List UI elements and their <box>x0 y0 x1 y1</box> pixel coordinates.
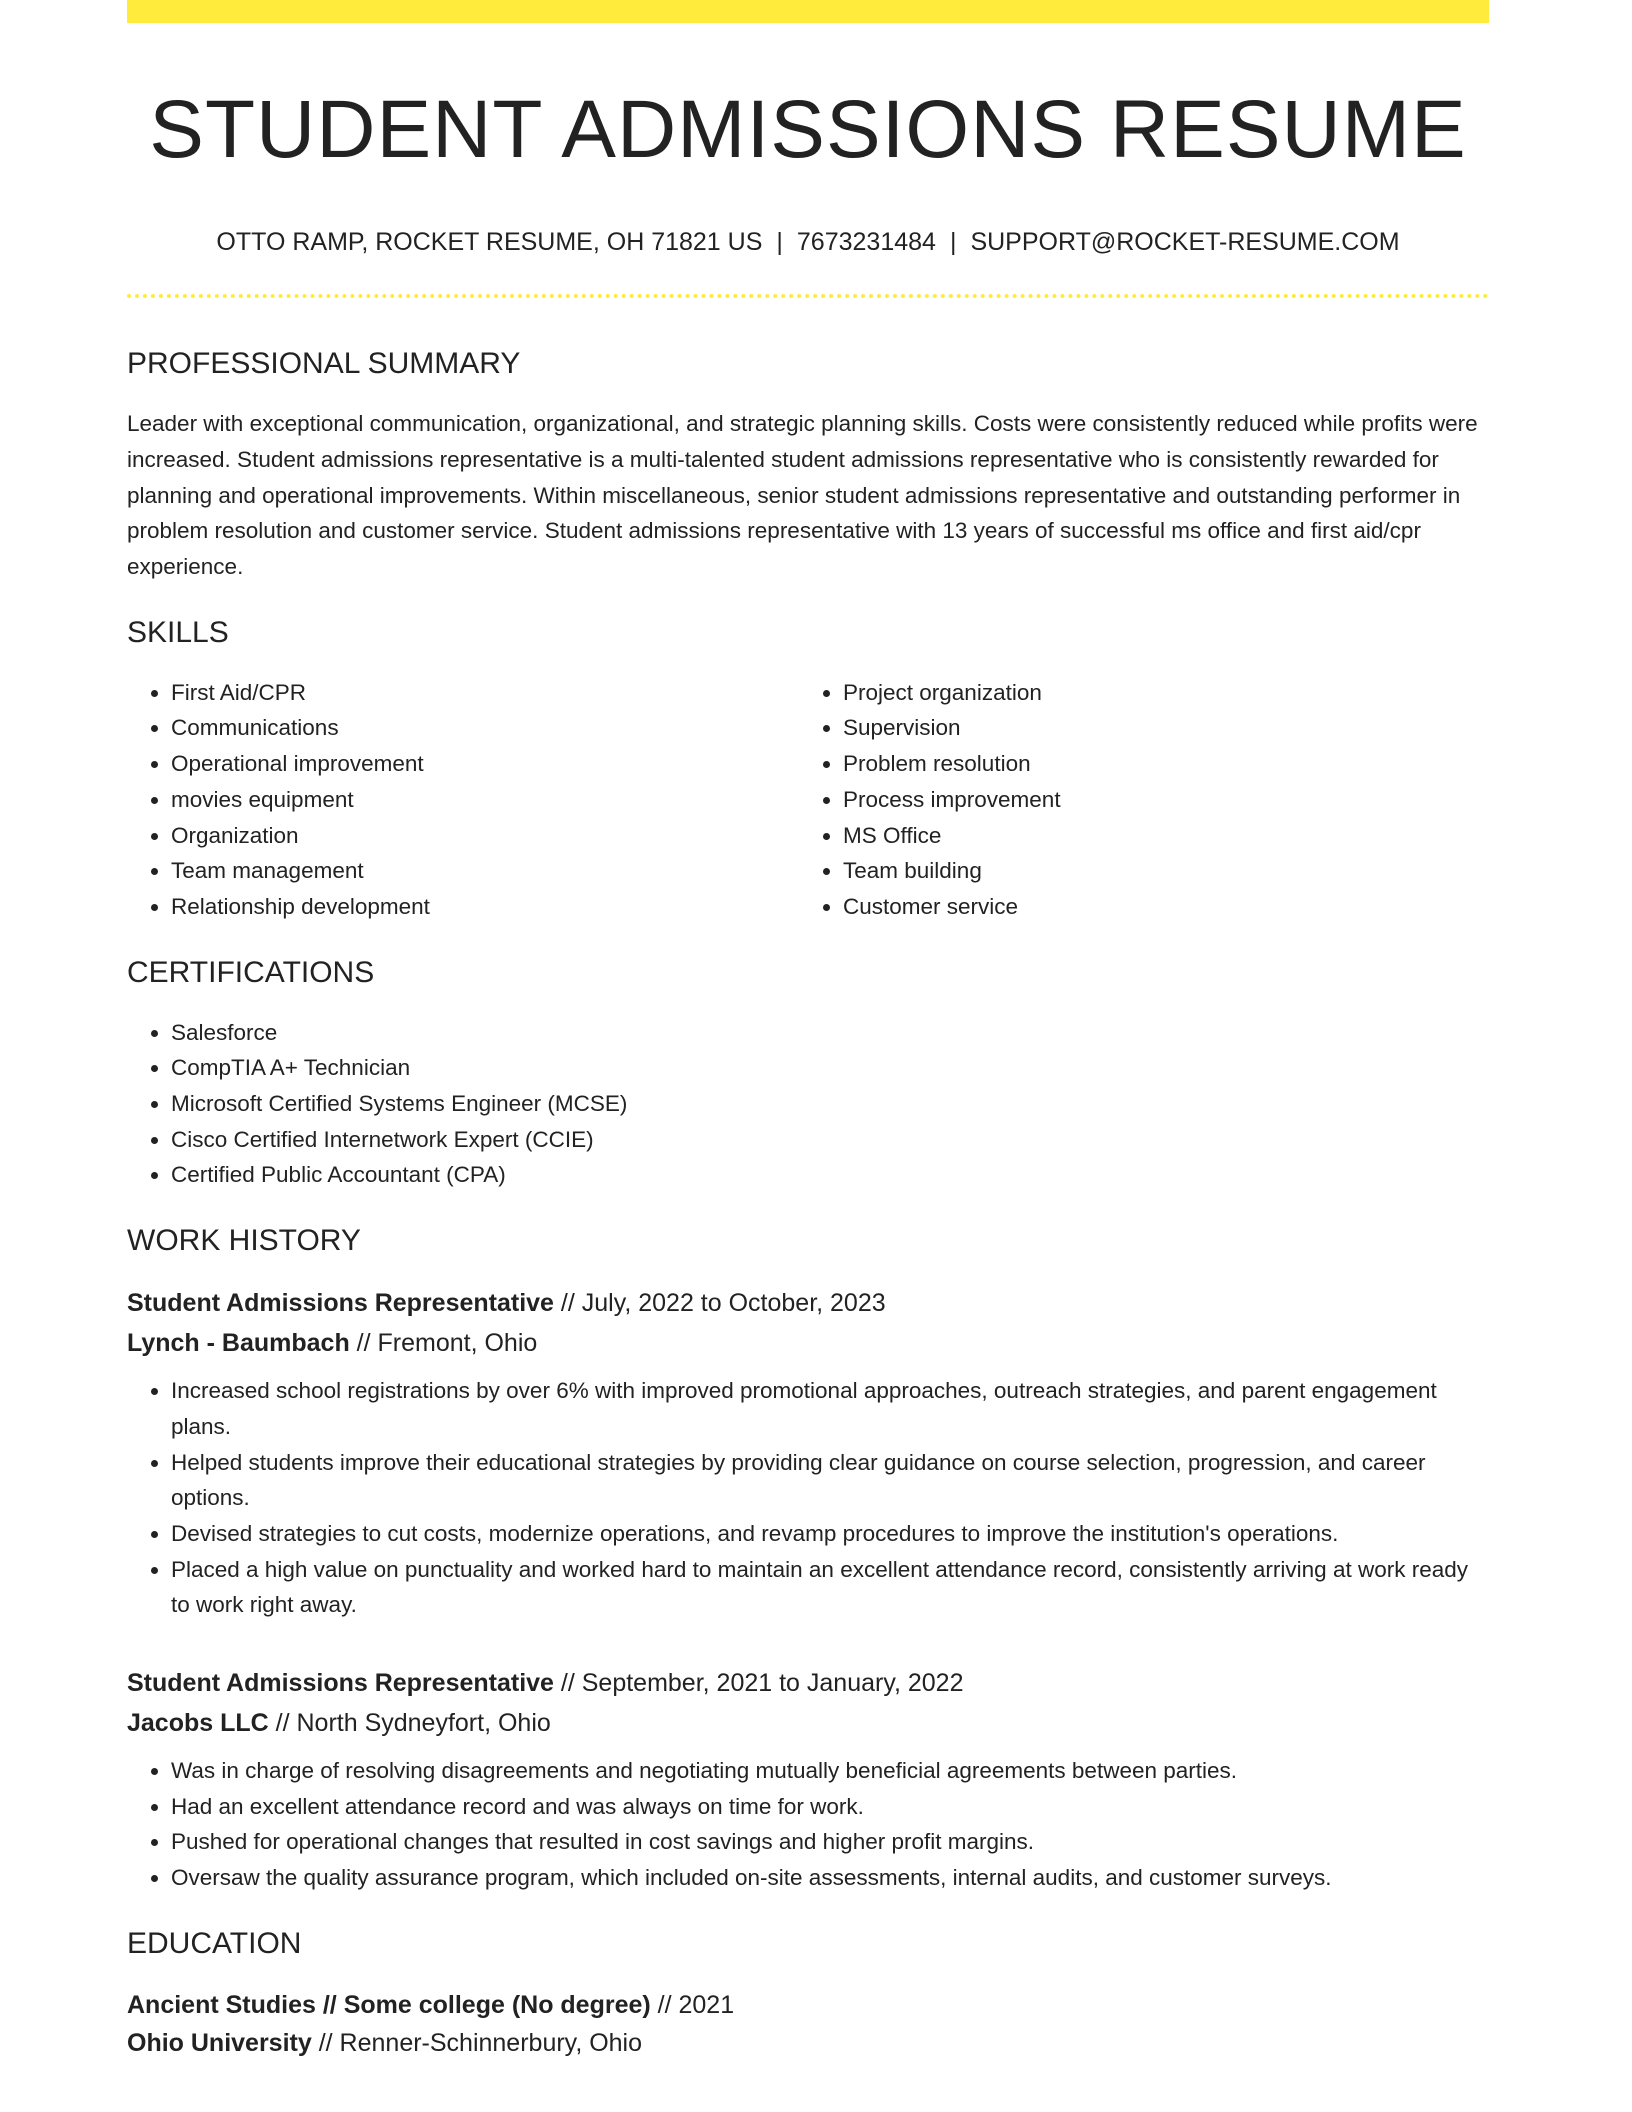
skill-item: • First Aid/CPR <box>171 675 799 711</box>
job-bullet: • Pushed for operational changes that resulted in cost savings and higher profit margins. <box>171 1824 1489 1860</box>
job-bullets <box>127 1373 1489 1623</box>
job-dates: // September, 2021 to January, 2022 <box>553 1669 964 1698</box>
job-entry <box>127 1283 1489 1623</box>
job-location: // Fremont, Ohio <box>349 1329 538 1358</box>
skill-item: • MS Office <box>843 818 1471 854</box>
work-history-heading: WORK HISTORY <box>127 1224 361 1258</box>
job-bullets <box>127 1753 1489 1896</box>
skills-section <box>127 615 1489 925</box>
summary-section <box>127 346 1489 585</box>
job-title-line <box>127 1283 1489 1323</box>
skill-item: • Process improvement <box>843 782 1471 818</box>
certification-item: • Certified Public Accountant (CPA) <box>171 1157 1489 1193</box>
job-dates: // July, 2022 to October, 2023 <box>553 1289 886 1318</box>
contact-separator: | <box>776 228 783 257</box>
skills-list-left <box>127 675 799 925</box>
skills-list-right <box>799 675 1471 925</box>
contact-phone: 7673231484 <box>796 228 936 257</box>
job-bullet: • Was in charge of resolving disagreements and negotiating mutually beneficial agreements between parties. <box>171 1753 1489 1789</box>
education-degree: Ancient Studies // Some college (No degree) <box>127 1990 651 2019</box>
contact-address: OTTO RAMP, ROCKET RESUME, OH 71821 US <box>216 228 763 257</box>
certification-item: • Microsoft Certified Systems Engineer (MCSE) <box>171 1086 1489 1122</box>
skills-heading: SKILLS <box>127 615 229 649</box>
certification-item: • Salesforce <box>171 1015 1489 1051</box>
job-title: Student Admissions Representative <box>127 1669 554 1698</box>
accent-top-bar <box>127 0 1489 23</box>
certifications-heading: CERTIFICATIONS <box>127 955 375 989</box>
education-school: Ohio University <box>127 2028 312 2057</box>
skill-item: • movies equipment <box>171 782 799 818</box>
skill-item: • Relationship development <box>171 889 799 925</box>
skill-item: • Customer service <box>843 889 1471 925</box>
skill-item: • Supervision <box>843 710 1471 746</box>
certifications-list <box>127 1015 1489 1194</box>
job-title: Student Admissions Representative <box>127 1289 554 1318</box>
job-bullet: • Oversaw the quality assurance program, which included on-site assessments, internal audits, and customer surveys. <box>171 1860 1489 1896</box>
dotted-divider <box>127 294 1489 298</box>
summary-text: Leader with exceptional communication, organizational, and strategic planning skills. Costs were consistently reduced while profits were increased. Student admissions representative is a multi-talented student admissions representative who is consistently rewarded for planning and operational improvements. Within miscellaneous, senior student admissions representative and outstanding performer in problem resolution and customer service. Student admissions representative with 13 years of successful ms office and first aid/cpr experience. <box>127 411 1478 579</box>
contact-email: SUPPORT@ROCKET-RESUME.COM <box>970 228 1400 257</box>
job-company: Lynch - Baumbach <box>127 1329 350 1358</box>
job-bullet: • Helped students improve their educational strategies by providing clear guidance on course selection, progression, and career options. <box>171 1445 1489 1516</box>
education-section <box>127 1926 1489 2062</box>
work-history-section <box>127 1223 1489 1896</box>
skill-item: • Organization <box>171 818 799 854</box>
education-location: // Renner-Schinnerbury, Ohio <box>311 2028 643 2057</box>
job-company-line <box>127 1323 1489 1363</box>
resume-page <box>127 0 1489 2062</box>
education-year: // 2021 <box>650 1990 735 2019</box>
page-title: STUDENT ADMISSIONS RESUME <box>149 84 1467 175</box>
skills-grid <box>127 675 1489 925</box>
skills-column-right <box>799 675 1471 925</box>
education-school-line <box>127 2024 1489 2062</box>
job-company-line <box>127 1703 1489 1743</box>
job-location: // North Sydneyfort, Ohio <box>268 1709 551 1738</box>
education-heading: EDUCATION <box>127 1926 302 1960</box>
job-bullet: • Placed a high value on punctuality and worked hard to maintain an excellent attendance record, consistently arriving at work ready to work right away. <box>171 1552 1489 1623</box>
job-bullet: • Increased school registrations by over 6% with improved promotional approaches, outreach strategies, and parent engagement plans. <box>171 1373 1489 1444</box>
certification-item: • Cisco Certified Internetwork Expert (CCIE) <box>171 1122 1489 1158</box>
skill-item: • Communications <box>171 710 799 746</box>
job-company: Jacobs LLC <box>127 1709 269 1738</box>
contact-separator: | <box>949 228 957 257</box>
skill-item: • Team management <box>171 853 799 889</box>
job-title-line <box>127 1663 1489 1703</box>
skills-column-left <box>127 675 799 925</box>
job-bullet: • Had an excellent attendance record and was always on time for work. <box>171 1789 1489 1825</box>
skill-item: • Team building <box>843 853 1471 889</box>
education-entry <box>127 1986 1489 2062</box>
skill-item: • Project organization <box>843 675 1471 711</box>
skill-item: • Problem resolution <box>843 746 1471 782</box>
certifications-section <box>127 955 1489 1194</box>
summary-heading: PROFESSIONAL SUMMARY <box>127 347 521 381</box>
job-bullet: • Devised strategies to cut costs, modernize operations, and revamp procedures to improve the institution's operations. <box>171 1516 1489 1552</box>
education-degree-line <box>127 1986 1489 2024</box>
contact-line <box>127 227 1489 257</box>
certification-item: • CompTIA A+ Technician <box>171 1050 1489 1086</box>
skill-item: • Operational improvement <box>171 746 799 782</box>
job-entry <box>127 1663 1489 1896</box>
